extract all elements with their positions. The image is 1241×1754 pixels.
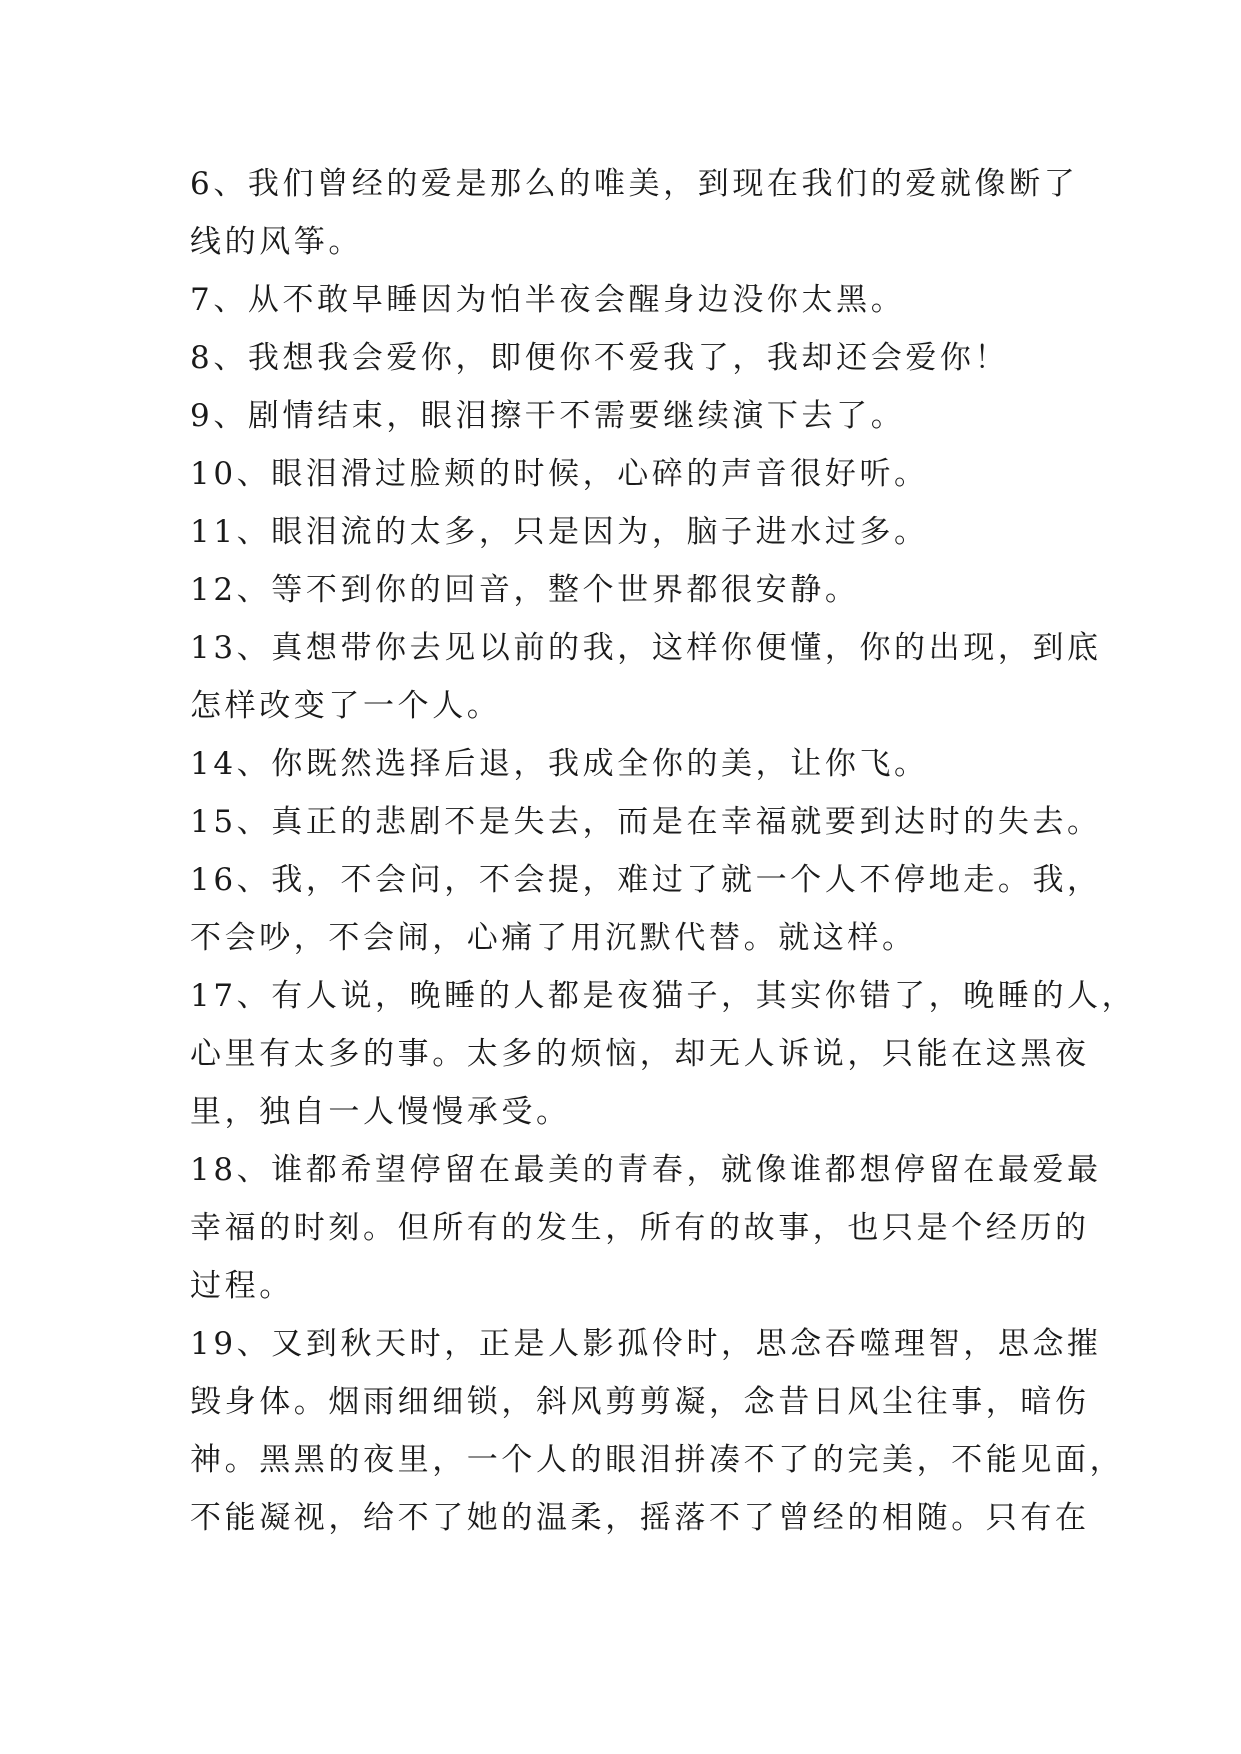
text-line: 8、我想我会爱你，即便你不爱我了，我却还会爱你！ (190, 340, 1010, 376)
text-line: 里，独自一人慢慢承受。 (190, 1094, 571, 1130)
paragraph-7 (190, 271, 1070, 329)
text-line: 线的风筝。 (190, 224, 363, 260)
text-line: 16、我，不会问，不会提，难过了就一个人不停地走。我， (190, 862, 1102, 898)
text-line: 心里有太多的事。太多的烦恼，却无人诉说，只能在这黑夜 (190, 1036, 1090, 1072)
text-line: 19、又到秋天时，正是人影孤伶时，思念吞噬理智，思念摧 (190, 1326, 1102, 1362)
text-line: 12、等不到你的回音，整个世界都很安静。 (190, 572, 860, 608)
text-line: 过程。 (190, 1268, 294, 1304)
text-line: 13、真想带你去见以前的我，这样你便懂，你的出现，到底 (190, 630, 1102, 666)
text-line: 不会吵，不会闹，心痛了用沉默代替。就这样。 (190, 920, 917, 956)
paragraph-16 (190, 851, 1102, 967)
document-body (190, 155, 1137, 1547)
paragraph-12 (190, 561, 1070, 619)
paragraph-13 (190, 619, 1102, 735)
text-line: 14、你既然选择后退，我成全你的美，让你飞。 (190, 746, 929, 782)
text-line: 6、我们曾经的爱是那么的唯美，到现在我们的爱就像断了 (190, 166, 1079, 202)
paragraph-18 (190, 1141, 1102, 1315)
paragraph-14 (190, 735, 1070, 793)
text-line: 9、剧情结束，眼泪擦干不需要继续演下去了。 (190, 398, 906, 434)
paragraph-6 (190, 155, 1079, 271)
text-line: 幸福的时刻。但所有的发生，所有的故事，也只是个经历的 (190, 1210, 1090, 1246)
paragraph-11 (190, 503, 1070, 561)
paragraph-19 (190, 1315, 1125, 1547)
paragraph-10 (190, 445, 1070, 503)
text-line: 毁身体。烟雨细细锁，斜风剪剪凝，念昔日风尘往事，暗伤 (190, 1384, 1090, 1420)
text-line: 神。黑黑的夜里，一个人的眼泪拼凑不了的完美，不能见面， (190, 1442, 1125, 1478)
text-line: 11、眼泪流的太多，只是因为，脑子进水过多。 (190, 514, 929, 550)
text-line: 15、真正的悲剧不是失去，而是在幸福就要到达时的失去。 (190, 804, 1102, 840)
text-line: 怎样改变了一个人。 (190, 688, 502, 724)
paragraph-15 (190, 793, 1102, 851)
paragraph-17 (190, 967, 1137, 1141)
paragraph-8 (190, 329, 1070, 387)
text-line: 18、谁都希望停留在最美的青春，就像谁都想停留在最爱最 (190, 1152, 1102, 1188)
text-line: 10、眼泪滑过脸颊的时候，心碎的声音很好听。 (190, 456, 929, 492)
paragraph-9 (190, 387, 1070, 445)
text-line: 17、有人说，晚睡的人都是夜猫子，其实你错了，晚睡的人， (190, 978, 1137, 1014)
text-line: 7、从不敢早睡因为怕半夜会醒身边没你太黑。 (190, 282, 906, 318)
text-line: 不能凝视，给不了她的温柔，摇落不了曾经的相随。只有在 (190, 1500, 1090, 1536)
